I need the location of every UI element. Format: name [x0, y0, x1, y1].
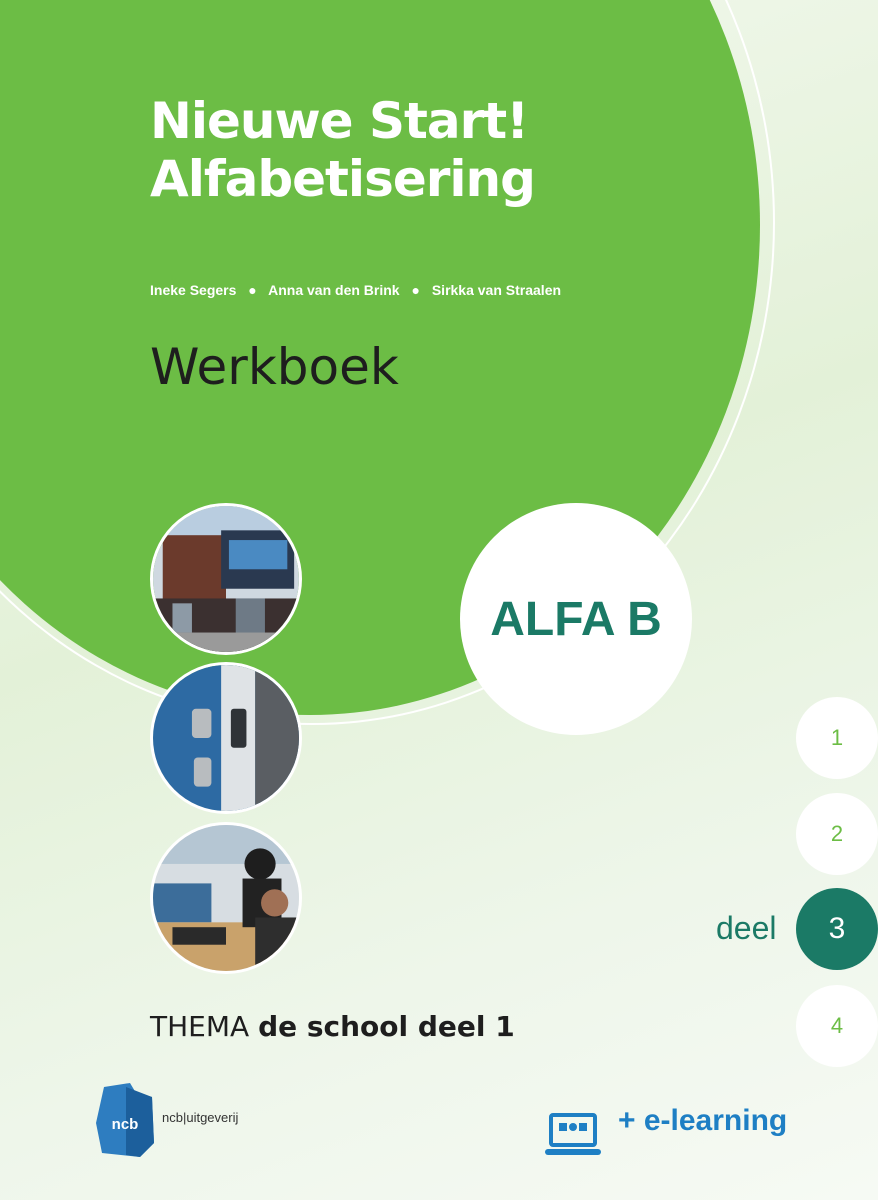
title-line-2: Alfabetisering: [150, 150, 535, 208]
part-4-badge: 4: [796, 985, 878, 1067]
author-2: Anna van den Brink: [268, 282, 400, 298]
author-separator: ●: [248, 282, 257, 298]
svg-text:ncb: ncb: [111, 1116, 139, 1133]
publisher-name: ncb|uitgeverij: [162, 1110, 239, 1125]
author-list: [150, 282, 561, 298]
part-2-badge: 2: [796, 793, 878, 875]
author-separator: ●: [411, 282, 420, 298]
theme-line: [150, 1010, 515, 1043]
deel-label: deel: [716, 910, 777, 946]
author-3: Sirkka van Straalen: [431, 282, 562, 298]
title-line-1: Nieuwe Start!: [150, 92, 529, 150]
book-title: [150, 92, 535, 208]
school-building-photo: [150, 503, 302, 655]
part-1-badge: 1: [796, 697, 878, 779]
level-badge: ALFA B: [460, 503, 692, 735]
author-1: Ineke Segers: [150, 282, 237, 298]
classroom-computers-photo: [150, 822, 302, 974]
book-subtitle: Werkboek: [150, 338, 399, 396]
ncb-logo-icon: [96, 1083, 154, 1157]
part-3-badge-active: 3: [796, 888, 878, 970]
elearning-label: + e-learning: [618, 1104, 788, 1137]
theme-title: de school deel 1: [258, 1010, 515, 1043]
laptop-icon: [543, 1113, 603, 1159]
theme-prefix: THEMA: [150, 1010, 250, 1043]
doorbell-panel-photo: [150, 662, 302, 814]
